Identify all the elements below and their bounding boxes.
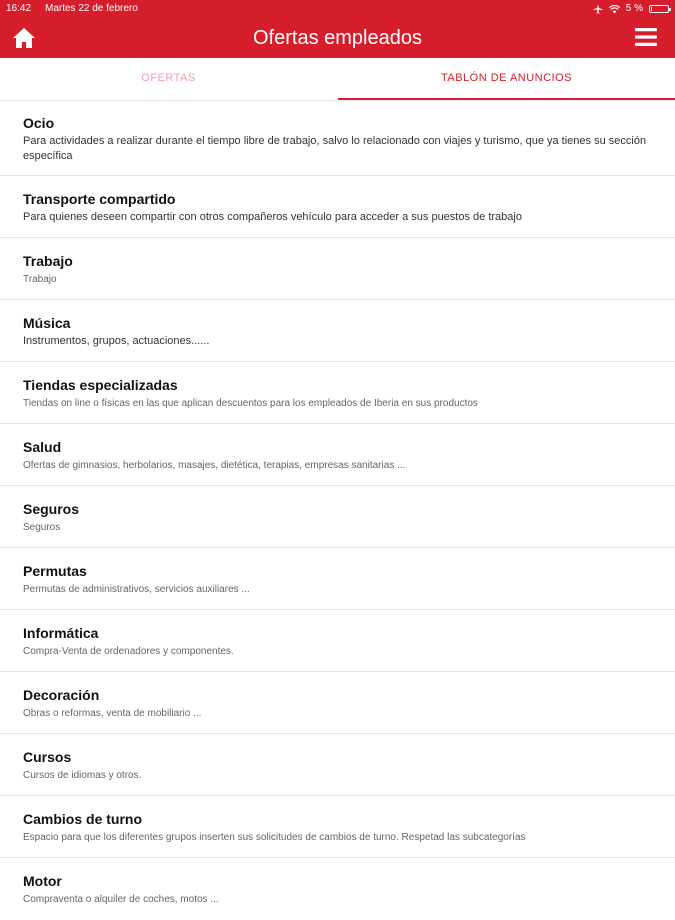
- list-item-description: Ofertas de gimnasios, herbolarios, masajes, dietética, terapias, empresas sanitarias ...: [23, 460, 406, 471]
- airplane-icon: [593, 4, 603, 14]
- status-time: 16:42: [6, 3, 32, 14]
- hamburger-menu-icon[interactable]: [635, 27, 657, 47]
- tab-ofertas[interactable]: OFERTAS: [141, 72, 196, 84]
- list-item-title: Trabajo: [23, 253, 73, 269]
- list-item-description: Obras o reformas, venta de mobiliario ...: [23, 708, 202, 719]
- list-item-description: Compraventa o alquiler de coches, motos ...: [23, 894, 219, 905]
- battery-fill: [651, 7, 652, 11]
- list-item-description: Cursos de idiomas y otros.: [23, 770, 142, 781]
- list-item-decoracion[interactable]: [0, 672, 675, 734]
- list-item-description: Espacio para que los diferentes grupos inserten sus solicitudes de cambios de turno. Respetad las subcategorías: [23, 832, 526, 843]
- list-item-description: Compra-Venta de ordenadores y componentes.: [23, 646, 234, 657]
- home-icon[interactable]: [12, 27, 36, 49]
- list-item-description: Instrumentos, grupos, actuaciones......: [23, 335, 210, 347]
- list-item-permutas[interactable]: [0, 548, 675, 610]
- list-item-title: Permutas: [23, 563, 87, 579]
- list-item-title: Decoración: [23, 687, 100, 703]
- list-item-tiendas-especializadas[interactable]: [0, 362, 675, 424]
- list-item-description: Para quienes deseen compartir con otros compañeros vehículo para acceder a sus puestos de trabajo: [23, 211, 522, 223]
- list-item-description: Tiendas on line o físicas en las que aplican descuentos para los empleados de Iberia en sus productos: [23, 398, 478, 409]
- list-item-seguros[interactable]: [0, 486, 675, 548]
- list-item-title: Tiendas especializadas: [23, 377, 178, 393]
- list-item-description: Permutas de administrativos, servicios auxiliares ...: [23, 584, 250, 595]
- tab-tablon-de-anuncios[interactable]: TABLÓN DE ANUNCIOS: [338, 58, 675, 100]
- category-list: [0, 101, 675, 920]
- list-item-description: Trabajo: [23, 274, 57, 285]
- list-item-motor[interactable]: [0, 858, 675, 920]
- list-item-transporte-compartido[interactable]: [0, 176, 675, 238]
- list-item-title: Cambios de turno: [23, 811, 143, 827]
- list-item-trabajo[interactable]: [0, 238, 675, 300]
- list-item-cursos[interactable]: [0, 734, 675, 796]
- list-item-title: Transporte compartido: [23, 191, 176, 207]
- list-item-salud[interactable]: [0, 424, 675, 486]
- list-item-title: Seguros: [23, 501, 80, 517]
- battery-percent: 5 %: [625, 3, 643, 14]
- list-item-title: Informática: [23, 625, 99, 641]
- list-item-musica[interactable]: [0, 300, 675, 362]
- list-item-description: Seguros: [23, 522, 61, 533]
- status-date: Martes 22 de febrero: [45, 3, 138, 14]
- wifi-icon: [609, 5, 620, 14]
- list-item-title: Salud: [23, 439, 62, 455]
- list-item-title: Música: [23, 315, 71, 331]
- battery-icon: [649, 5, 669, 13]
- list-item-informatica[interactable]: [0, 610, 675, 672]
- list-item-ocio[interactable]: [0, 101, 675, 176]
- list-item-cambios-de-turno[interactable]: [0, 796, 675, 858]
- app-header: [0, 18, 675, 58]
- tab-bar: [0, 58, 675, 101]
- list-item-title: Cursos: [23, 749, 72, 765]
- list-item-description: Para actividades a realizar durante el tiempo libre de trabajo, salvo lo relacionado con viajes y turismo, que ya tienes su sección específica: [23, 135, 647, 162]
- list-item-title: Motor: [23, 873, 62, 889]
- status-indicators: [593, 0, 669, 18]
- status-bar: [0, 0, 675, 18]
- list-item-title: Ocio: [23, 115, 55, 131]
- page-title: Ofertas empleados: [253, 27, 422, 49]
